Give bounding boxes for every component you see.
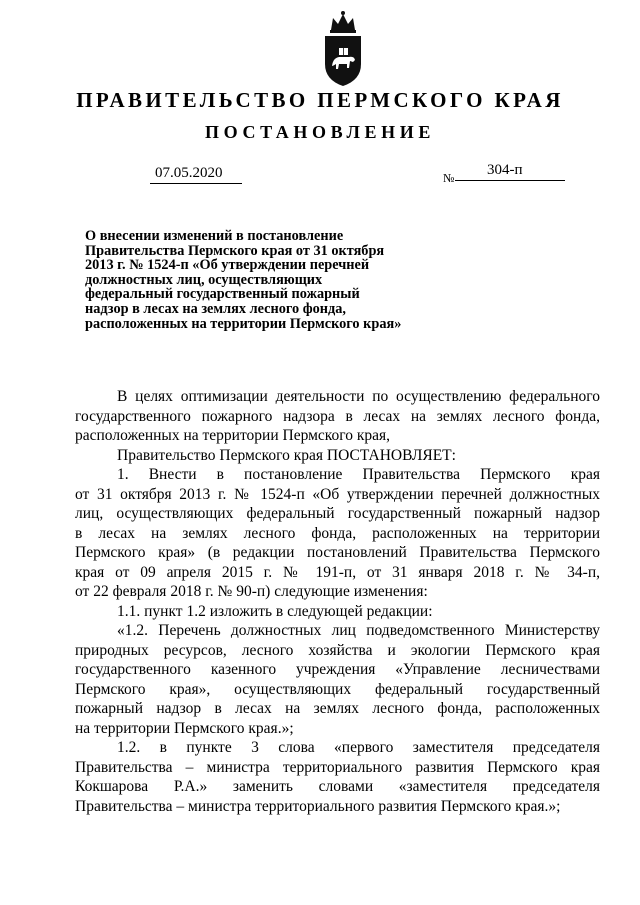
body-line: от 31 октября 2013 г. № 1524-п «Об утверждении перечней должностных (75, 485, 600, 503)
subject-line: О внесении изменений в постановление (85, 228, 344, 244)
body-line: расположенных на территории Пермского края, (75, 427, 391, 444)
body-line: в лесах на землях лесного фонда, расположенных на территории (75, 524, 600, 542)
body-line: 1.2. в пункте 3 слова «первого заместителя председателя (117, 739, 600, 756)
body-line: Пермского края» (в редакции постановлений Правительства Пермского (75, 544, 600, 561)
subject-line: Правительства Пермского края от 31 октября (85, 242, 385, 259)
number-underline (455, 180, 565, 181)
body-line: лиц, осуществляющих федеральный государственный пожарный надзор (75, 505, 600, 522)
body-line: 1. Внести в постановление Правительства Пермского края (117, 466, 600, 483)
subject-line: федеральный государственный пожарный (85, 286, 360, 303)
body-line: от 22 февраля 2018 г. № 90-п) следующие изменения: (75, 583, 428, 600)
subject-line: 2013 г. № 1524-п «Об утверждении перечней (85, 257, 370, 274)
body-line: природных ресурсов, лесного хозяйства и экологии Пермского края (75, 641, 600, 659)
document-date: 07.05.2020 (155, 165, 223, 181)
document-body (75, 387, 600, 816)
subject-line: расположенных на территории Пермского края» (85, 315, 402, 332)
body-line: на территории Пермского края.»; (75, 719, 294, 737)
body-line: государственного казенного учреждения «Управление лесничествами (75, 661, 600, 678)
number-sign: № (443, 171, 455, 185)
subject-line: должностных лиц, осуществляющих (85, 271, 323, 288)
body-line: пожарный надзор в лесах на землях лесного фонда, расположенных (75, 700, 600, 717)
body-line: Кокшарова Р.А.» заменить словами «заместителя председателя (75, 778, 600, 795)
coat-of-arms-icon (319, 8, 367, 88)
body-line: Правительства – министра территориального развития Пермского края.»; (75, 797, 561, 815)
document-subject (85, 229, 425, 331)
document-type: ПОСТАНОВЛЕНИЕ (205, 122, 435, 142)
body-line: В целях оптимизации деятельности по осуществлению федерального (117, 388, 600, 405)
date-underline (150, 183, 242, 184)
document-number: 304-п (487, 162, 523, 178)
organization-name: ПРАВИТЕЛЬСТВО ПЕРМСКОГО КРАЯ (76, 88, 564, 112)
body-line: «1.2. Перечень должностных лиц подведомственного Министерству (117, 622, 600, 639)
body-line: 1.1. пункт 1.2 изложить в следующей редакции: (117, 602, 433, 620)
body-line: Пермского края», осуществляющих федеральный государственный (75, 680, 600, 698)
body-line: Правительство Пермского края ПОСТАНОВЛЯЕТ: (117, 446, 456, 464)
subject-line: надзор в лесах на землях лесного фонда, (85, 300, 346, 317)
body-line: государственного пожарного надзора в лесах на землях лесного фонда, (75, 407, 600, 425)
body-line: края от 09 апреля 2015 г. № 191-п, от 31 января 2018 г. № 34-п, (75, 563, 600, 581)
body-line: Правительства – министра территориального развития Пермского края (75, 758, 600, 776)
